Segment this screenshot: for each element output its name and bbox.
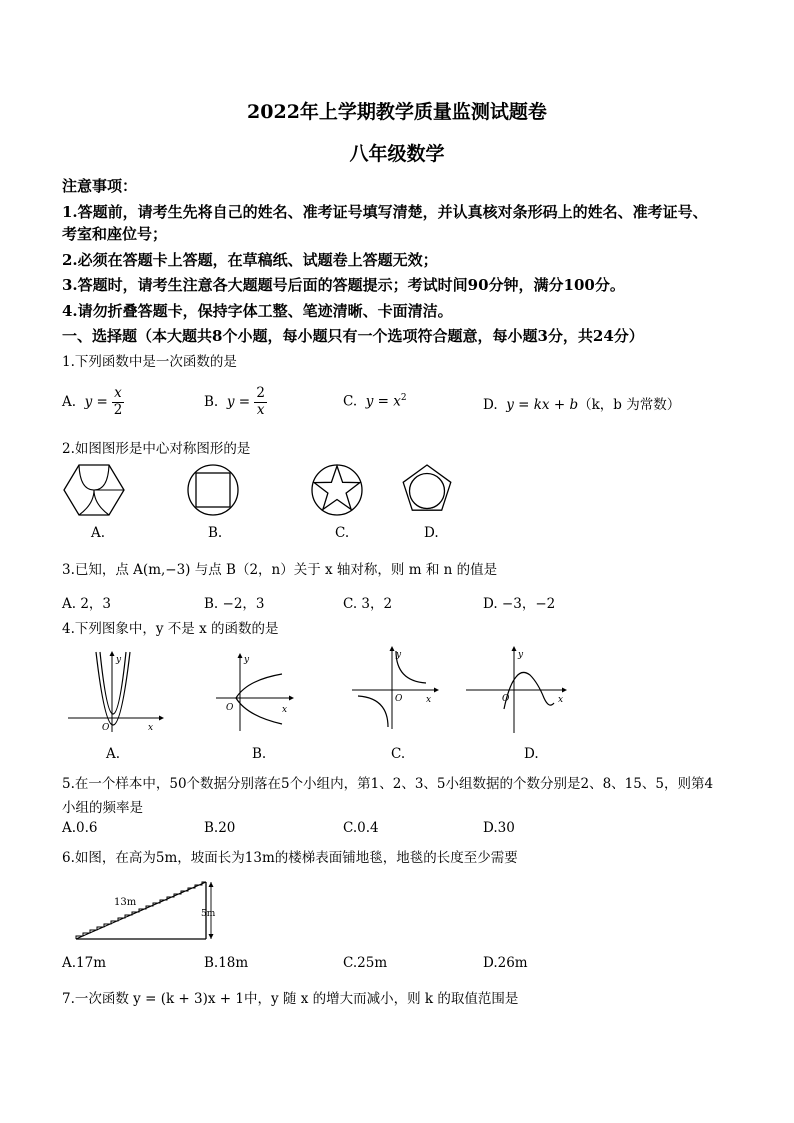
option-label: A. (62, 394, 77, 410)
fraction: $\frac{2}{x}$ (256, 384, 265, 418)
option-label: B. (204, 394, 219, 410)
q5-option-d: D.30 (483, 820, 515, 836)
note-item: 1.答题前，请考生先将自己的姓名、准考证号填写清楚，并认真核对条形码上的姓名、准考证号、 (62, 203, 708, 221)
math-expr: y = kx + b (506, 397, 579, 413)
question-2-stem: 2.如图图形是中心对称图形的是 (62, 441, 251, 457)
option-note: （k，b 为常数） (578, 397, 681, 413)
q2-figure-b (185, 462, 241, 518)
exam-subtitle: 八年级数学 (349, 143, 445, 165)
question-1-stem: 1.下列函数中是一次函数的是 (62, 354, 237, 370)
q1-option-a (62, 382, 124, 422)
section-heading: 一、选择题（本大题共8个小题，每小题只有一个选项符合题意，每小题3分，共24分） (62, 327, 644, 345)
q6-option-d: D.26m (483, 955, 528, 971)
q4-graph-a (64, 648, 164, 733)
math-expr: y = (226, 394, 251, 410)
question-5-stem-line1: 5.在一个样本中，50个数据分别落在5个小组内，第1、2、3、5小组数据的个数分别是2、8、15、5，则第4 (62, 776, 714, 792)
height-label: 5m (201, 909, 216, 919)
axis-label-y: y (396, 650, 402, 660)
origin-label: O (502, 694, 510, 704)
question-5-stem-line2: 小组的频率是 (62, 800, 143, 816)
q3-option-c: C. 3，2 (343, 596, 393, 612)
q4-graph-d (464, 643, 570, 735)
axis-label-x: x (558, 695, 564, 705)
note-item: 考室和座位号； (62, 225, 168, 243)
q4-label-c: C. (391, 746, 406, 762)
q4-label-a: A. (106, 746, 121, 762)
q2-label-a: A. (91, 525, 106, 541)
math-expr: y = x (365, 393, 401, 410)
option-label: D. (483, 397, 498, 413)
q6-option-a: A.17m (62, 955, 107, 971)
slope-length-label: 13m (114, 897, 137, 908)
q5-option-c: C.0.4 (343, 820, 379, 836)
axis-label-y: y (116, 655, 122, 665)
question-3-stem: 3.已知，点 A(m,−3) 与点 B（2，n）关于 x 轴对称，则 m 和 n 的值是 (62, 562, 498, 578)
q2-label-c: C. (335, 525, 350, 541)
q2-label-b: B. (208, 525, 223, 541)
origin-label: O (395, 694, 403, 704)
q2-figure-c (309, 462, 365, 518)
question-6-stem: 6.如图，在高为5m，坡面长为13m的楼梯表面铺地毯，地毯的长度至少需要 (62, 850, 518, 866)
question-7-stem: 7.一次函数 y = (k + 3)x + 1中，y 随 x 的增大而减小，则 k 的取值范围是 (62, 991, 519, 1007)
q6-staircase-figure (62, 872, 222, 944)
axis-label-y: y (244, 655, 250, 665)
question-4-stem: 4.下列图象中，y 不是 x 的函数的是 (62, 621, 279, 637)
math-expr: y = (84, 394, 108, 410)
axis-label-x: x (426, 695, 432, 705)
q5-option-b: B.20 (204, 820, 236, 836)
q2-figure-d (399, 462, 455, 518)
q3-option-d: D. −3，−2 (483, 596, 556, 612)
q4-label-b: B. (252, 746, 267, 762)
exam-title: 2022年上学期教学质量监测试题卷 (247, 101, 547, 123)
axis-label-y: y (518, 650, 524, 660)
q1-option-b (204, 382, 267, 422)
option-label: C. (343, 393, 358, 410)
notes-heading: 注意事项： (62, 177, 138, 195)
q2-label-d: D. (424, 525, 439, 541)
origin-label: O (102, 723, 110, 733)
fraction: $\frac{x}{2}$ (113, 384, 123, 418)
note-item: 2.必须在答题卡上答题，在草稿纸、试题卷上答题无效； (62, 251, 438, 269)
note-item: 4.请勿折叠答题卡，保持字体工整、笔迹清晰、卡面清洁。 (62, 302, 453, 320)
q6-option-b: B.18m (204, 955, 249, 971)
q4-label-d: D. (524, 746, 539, 762)
q3-option-b: B. −2，3 (204, 596, 265, 612)
note-item: 3.答题时，请考生注意各大题题号后面的答题提示；考试时间90分钟，满分100分。 (62, 276, 625, 294)
q6-option-c: C.25m (343, 955, 388, 971)
q3-option-a: A. 2，3 (62, 596, 112, 612)
q5-option-a: A.0.6 (62, 820, 98, 836)
q1-option-c: C. $y = x^2$ (343, 393, 407, 410)
axis-label-x: x (282, 705, 288, 715)
q2-figure-a (62, 462, 126, 518)
q4-graph-b (214, 652, 294, 732)
q4-graph-c (350, 643, 440, 731)
axis-label-x: x (148, 723, 154, 733)
origin-label: O (226, 703, 234, 713)
q1-option-d (483, 393, 680, 413)
